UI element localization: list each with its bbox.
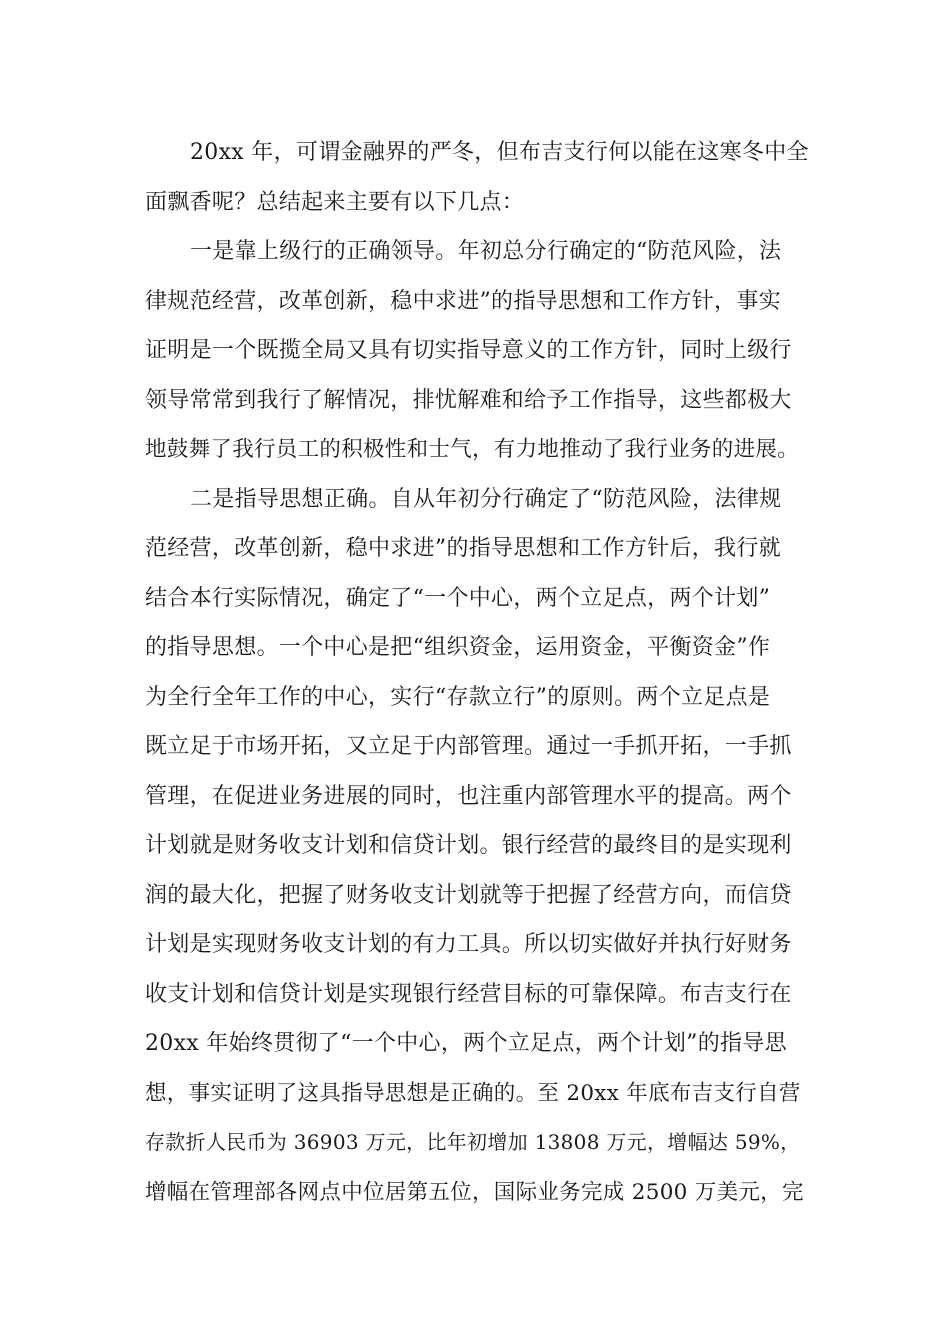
paragraph-first-line: 20xx 年，可谓金融界的严冬，但布吉支行何以能在这寒冬中全 bbox=[190, 140, 809, 165]
paragraph-line: 计划是实现财务收支计划的有力工具。所以切实做好并执行好财务 bbox=[145, 932, 792, 957]
paragraph-line: 面飘香呢？总结起来主要有以下几点： bbox=[145, 189, 525, 215]
paragraph-line: 20xx 年始终贯彻了“一个中心，两个立足点，两个计划”的指导思 bbox=[145, 1031, 787, 1056]
document-body bbox=[145, 128, 811, 1217]
paragraph-line: 律规范经营，改革创新，稳中求进”的指导思想和工作方针，事实 bbox=[145, 288, 781, 314]
paragraph-line: 为全行全年工作的中心，实行“存款立行”的原则。两个立足点是 bbox=[145, 684, 771, 710]
paragraph-line: 计划就是财务收支计划和信贷计划。银行经营的最终目的是实现利 bbox=[145, 833, 792, 858]
paragraph-line: 存款折人民币为 36903 万元，比年初增加 13808 万元，增幅达 59%， bbox=[145, 1130, 801, 1154]
paragraph-line: 既立足于市场开拓，又立足于内部管理。通过一手抓开拓，一手抓 bbox=[145, 734, 792, 759]
paragraph-line: 增幅在管理部各网点中位居第五位，国际业务完成 2500 万美元，完 bbox=[145, 1179, 804, 1205]
paragraph-line: 证明是一个既揽全局又具有切实指导意义的工作方针，同时上级行 bbox=[145, 338, 792, 363]
paragraph-first-line: 一是靠上级行的正确领导。年初总分行确定的“防范风险，法 bbox=[190, 239, 782, 264]
paragraph-line: 范经营，改革创新，稳中求进”的指导思想和工作方针后，我行就 bbox=[145, 536, 781, 561]
paragraph-line: 想，事实证明了这具指导思想是正确的。至 20xx 年底布吉支行自营 bbox=[145, 1080, 801, 1106]
paragraph-line: 地鼓舞了我行员工的积极性和士气，有力地推动了我行业务的进展。 bbox=[145, 437, 800, 462]
paragraph-first-line: 二是指导思想正确。自从年初分行确定了“防范风险，法律规 bbox=[190, 486, 782, 512]
paragraph-line: 领导常常到我行了解情况，排忧解难和给予工作指导，这些都极大 bbox=[145, 387, 792, 413]
paragraph-line: 结合本行实际情况，确定了“一个中心，两个立足点，两个计划” bbox=[145, 585, 771, 611]
paragraph-line: 的指导思想。一个中心是把“组织资金，运用资金，平衡资金”作 bbox=[145, 635, 771, 660]
paragraph-line: 管理，在促进业务进展的同时，也注重内部管理水平的提高。两个 bbox=[145, 783, 792, 809]
paragraph-line: 润的最大化，把握了财务收支计划就等于把握了经营方向，而信贷 bbox=[145, 882, 792, 908]
paragraph-line: 收支计划和信贷计划是实现银行经营目标的可靠保障。布吉支行在 bbox=[145, 981, 792, 1007]
